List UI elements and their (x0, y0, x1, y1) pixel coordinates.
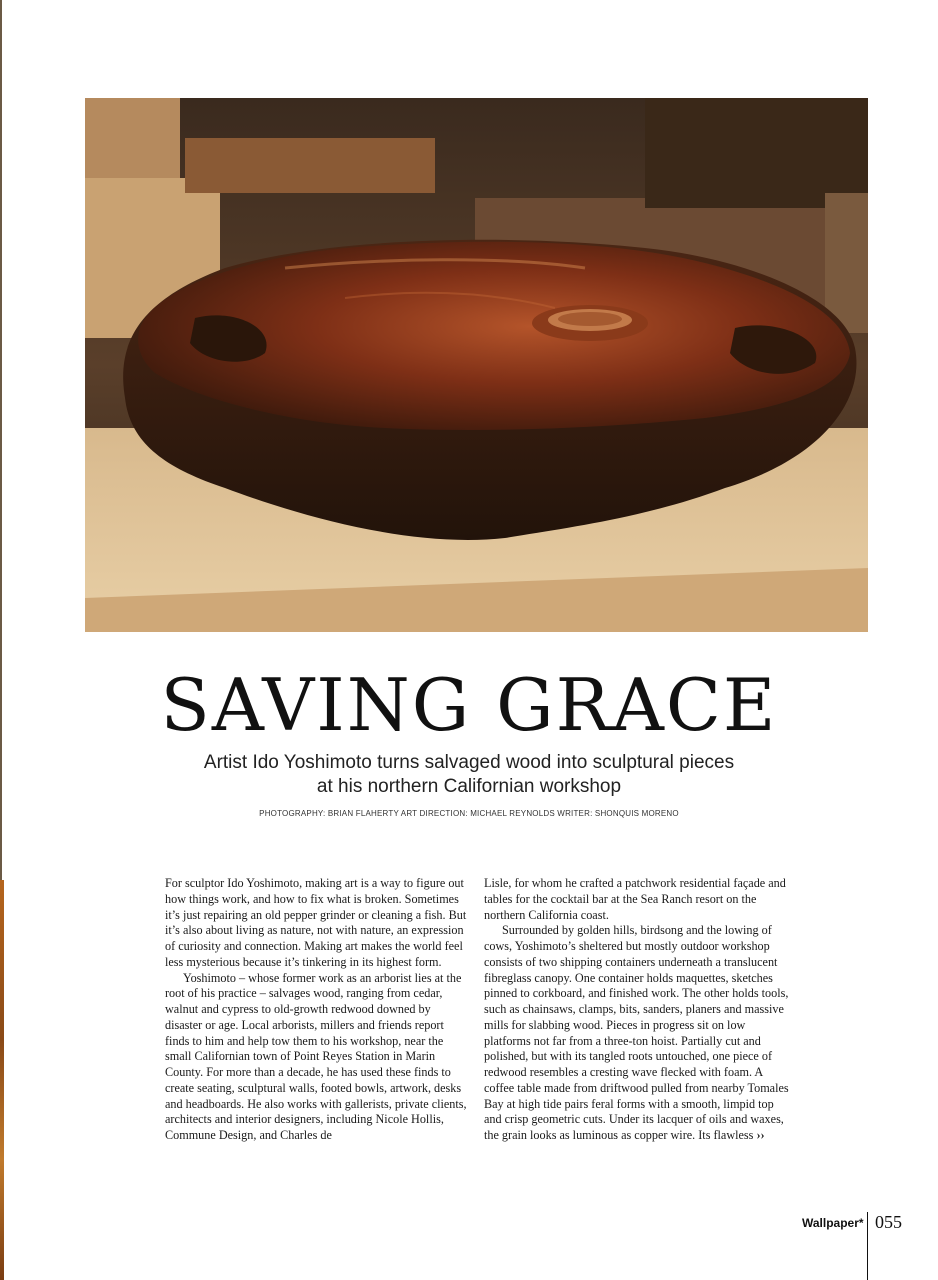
standfirst: Artist Ido Yoshimoto turns salvaged wood into sculptural pieces at his northern Californian workshop (203, 752, 735, 797)
folio-divider (867, 1212, 868, 1280)
page-edge (0, 0, 2, 1280)
credits-line: PHOTOGRAPHY: BRIAN FLAHERTY ART DIRECTION: MICHAEL REYNOLDS WRITER: SHONQUIS MORENO (259, 809, 679, 818)
body-paragraph: For sculptor Ido Yoshimoto, making art is a way to figure out how things work, and how to fix what is broken. Sometimes it’s just repairing an old pepper grinder or cleaning a fish. But it’s also about living as nature, not with nature, an expression of curiosity and connection. Making art makes the world feel less mysterious because it’s tinkering in its highest form. (165, 876, 467, 969)
body-paragraph: Lisle, for whom he crafted a patchwork residential façade and tables for the cocktail bar at the Sea Ranch resort on the northern California coast. (484, 876, 786, 922)
hero-photo (85, 98, 868, 632)
body-paragraph: Surrounded by golden hills, birdsong and the lowing of cows, Yoshimoto’s sheltered but mostly outdoor workshop consists of two shipping containers underneath a translucent fibreglass canopy. One container holds maquettes, sketches pinned to corkboard, and finished work. The other holds tools, such as chainsaws, clamps, bits, sanders, planers and massive mills for slabbing wood. Pieces in progress sit on low platforms not far from a three-ton hoist. Partially cut and polished, but with its tangled roots untouched, one piece of redwood resembles a cresting wave flecked with foam. A coffee table made from driftwood pulled from nearby Tomales Bay at high tide pairs feral forms with a smooth, limpid top and crisp geometric cuts. Under its lacquer of oils and waxes, the grain looks as luminous as copper wire. Its flawless ›› (484, 923, 789, 1142)
page-number: 055 (875, 1212, 902, 1232)
continue-arrow-icon: ›› (756, 1128, 765, 1142)
body-column-left (165, 876, 469, 1144)
body-paragraph: Yoshimoto – whose former work as an arborist lies at the root of his practice – salvages wood, ranging from cedar, walnut and cypress to old-growth redwood downed by disaster or age. Local arborists, millers and friends report finds to him and help tow them to his workshop, near the small Californian town of Point Reyes Station in Marin County. For more than a decade, he has used these finds to create seating, sculptural walls, footed bowls, artwork, desks and headboards. He also works with gallerists, private clients, architects and interior designers, including Nicole Hollis, Commune Design, and Charles de (165, 970, 467, 1142)
body-column-right (484, 876, 789, 1144)
brand-logo: Wallpaper* (802, 1216, 864, 1230)
headline: SAVING GRACE (160, 663, 778, 747)
